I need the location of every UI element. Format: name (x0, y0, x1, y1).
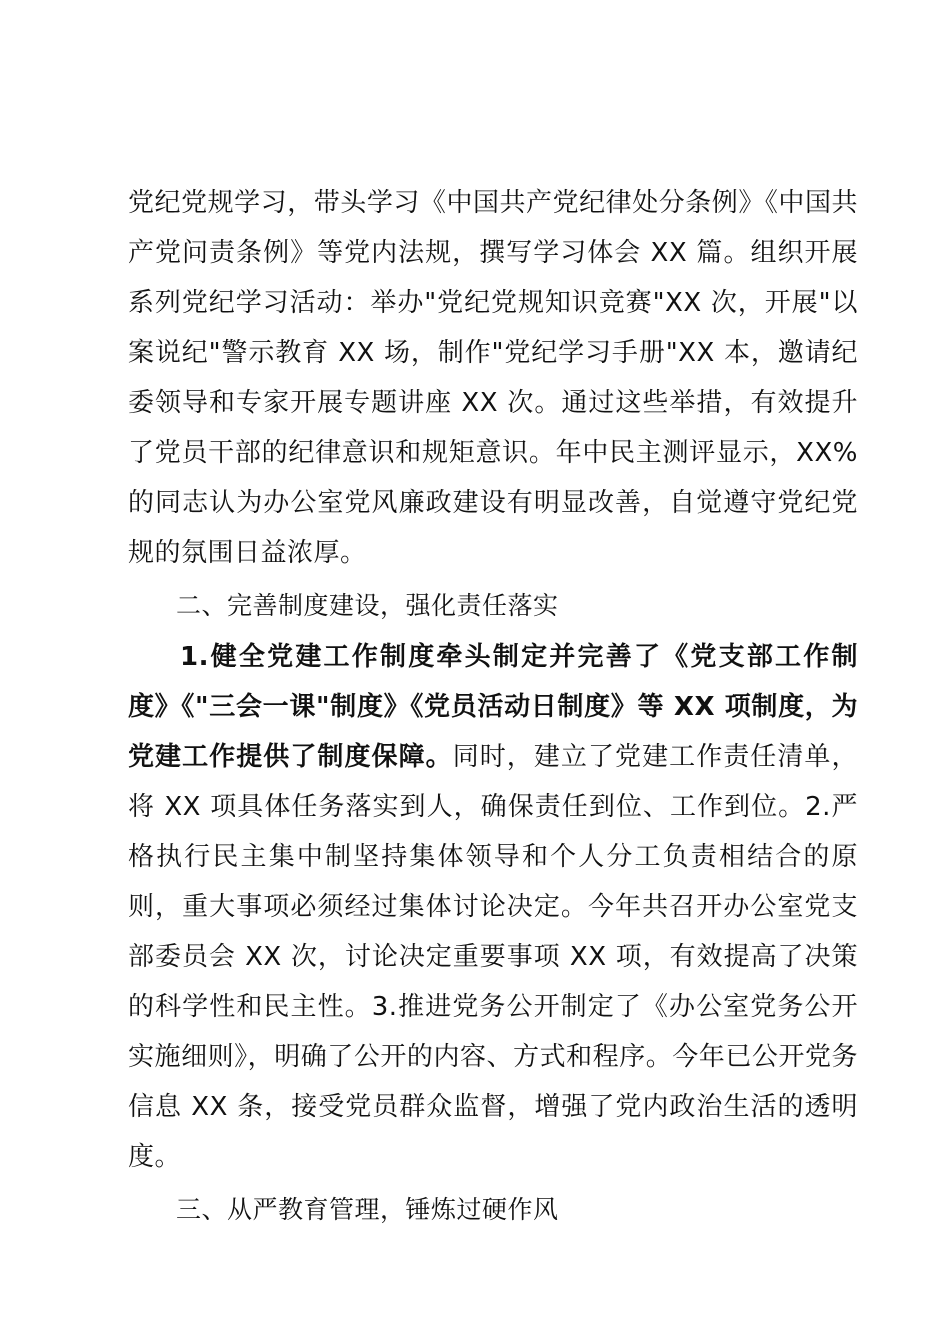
paragraph-system-building (128, 632, 858, 1182)
section-heading-education-management: 三、从严教育管理，锤炼过硬作风 (176, 1195, 559, 1224)
document-body (128, 178, 858, 1236)
section-heading-system-building: 二、完善制度建设，强化责任落实 (176, 591, 559, 620)
paragraph-lead-bold: 1.健全党建工作制度牵头制定并完善了《党支部工作制度》《"三会一课"制度》《党员活动日制度》等 XX 项制度，为党建工作提供了制度保障。 (128, 642, 858, 772)
paragraph-party-discipline-study: 党纪党规学习，带头学习《中国共产党纪律处分条例》《中国共产党问责条例》等党内法规，撰写学习体会 XX 篇。组织开展系列党纪学习活动：举办"党纪党规知识竞赛"XX 次，开展"以案说纪"警示教育 XX 场，制作"党纪学习手册"XX 本，邀请纪委领导和专家开展专题讲座 XX 次。通过这些举措，有效提升了党员干部的纪律意识和规矩意识。年中民主测评显示，XX%的同志认为办公室党风廉政建设有明显改善，自觉遵守党纪党规的氛围日益浓厚。 (128, 188, 858, 568)
paragraph-body-text: 同时，建立了党建工作责任清单，将 XX 项具体任务落实到人，确保责任到位、工作到位。2.严格执行民主集中制坚持集体领导和个人分工负责相结合的原则，重大事项必须经过集体讨论决定。今年共召开办公室党支部委员会 XX 次，讨论决定重要事项 XX 项，有效提高了决策的科学性和民主性。3.推进党务公开制定了《办公室党务公开实施细则》，明确了公开的内容、方式和程序。今年已公开党务信息 XX 条，接受党员群众监督，增强了党内政治生活的透明度。 (128, 742, 858, 1172)
